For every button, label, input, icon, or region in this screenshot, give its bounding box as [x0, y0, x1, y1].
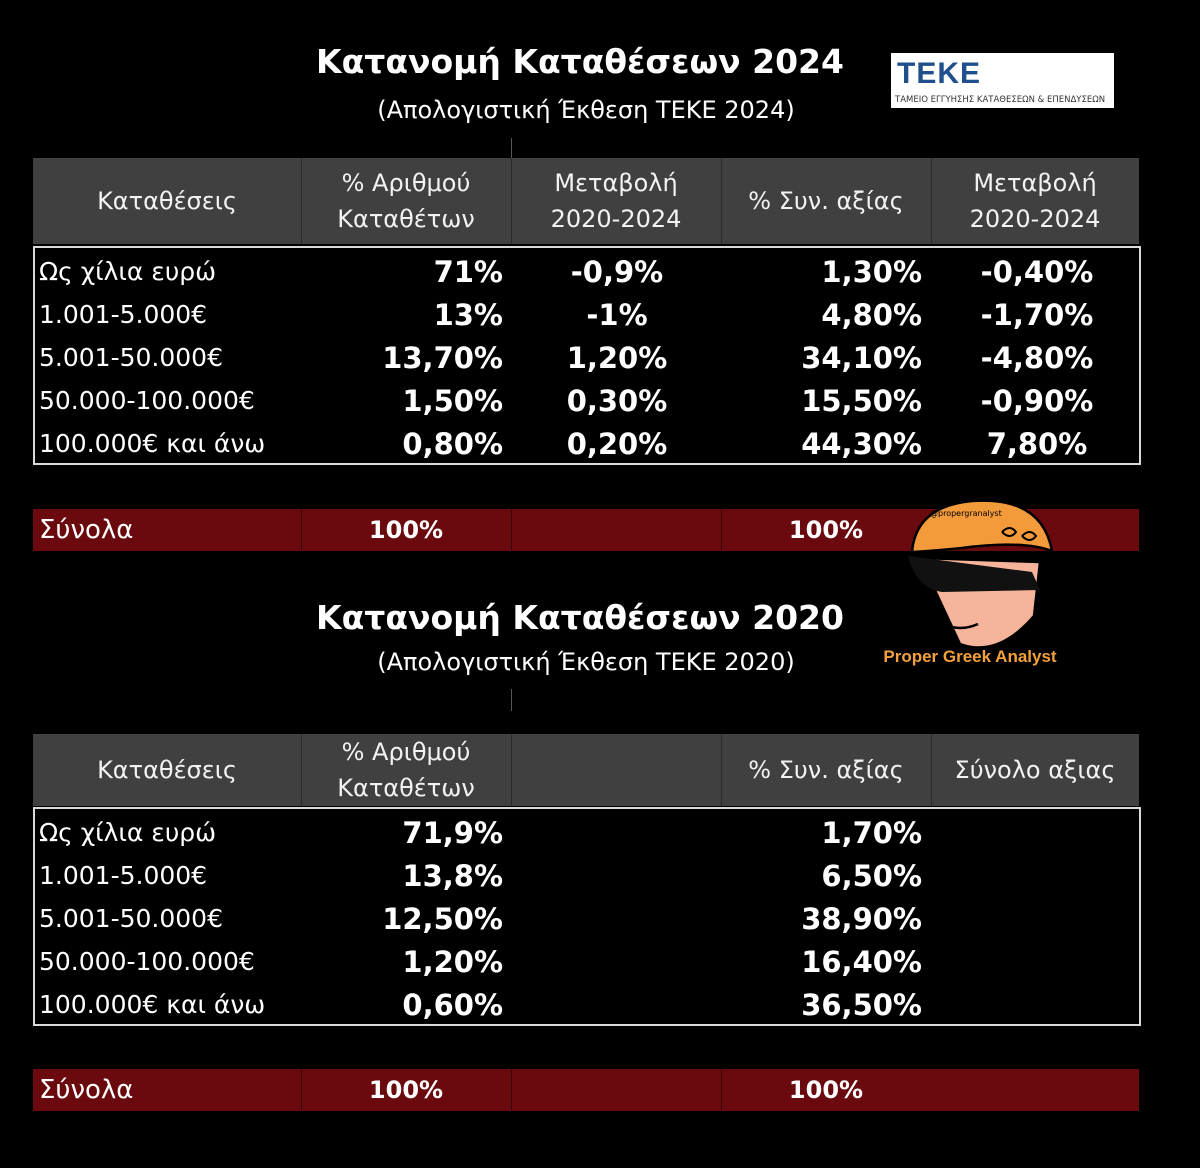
table-2020-header — [33, 734, 1139, 806]
row-count-pct: 12,50% — [382, 902, 503, 936]
table-row — [35, 940, 1139, 984]
logo-text: TEKE — [897, 57, 982, 90]
header-total-value: Σύνολο αξιας — [954, 756, 1116, 784]
row-value-pct: 38,90% — [801, 902, 922, 936]
row-value-pct: 6,50% — [821, 859, 922, 893]
totals-value: 100% — [788, 1076, 864, 1104]
row-value-pct: 15,50% — [801, 384, 922, 418]
title-2020: Κατανομή Καταθέσεων 2020 — [316, 598, 844, 637]
row-value-pct: 16,40% — [801, 945, 922, 979]
row-value-pct: 36,50% — [801, 988, 922, 1022]
header-deposits: Καταθέσεις — [97, 187, 237, 215]
row-count-pct: 1,50% — [402, 384, 503, 418]
row-count-pct: 1,20% — [402, 945, 503, 979]
row-count-pct: 0,60% — [402, 988, 503, 1022]
header-value-pct: % Συν. αξίας — [748, 187, 904, 215]
table-2024-header — [33, 158, 1139, 244]
table-row — [35, 379, 1139, 423]
totals-row-2020 — [33, 1069, 1139, 1111]
logo-subtext: ΤΑΜΕΙΟ ΕΓΓΥΗΣΗΣ ΚΑΤΑΘΕΣΕΩΝ & ΕΠΕΝΔΥΣΕΩΝ — [895, 95, 1106, 105]
subtitle-2024: (Απολογιστική Έκθεση ΤΕΚΕ 2024) — [377, 96, 795, 124]
row-value-pct: 44,30% — [801, 427, 922, 461]
row-value-change: -0,40% — [980, 255, 1094, 289]
row-count-change: 0,20% — [566, 427, 668, 461]
row-value-change: 7,80% — [986, 427, 1088, 461]
row-count-change: -0,9% — [570, 255, 664, 289]
row-count-change: -1% — [586, 298, 648, 332]
row-value-pct: 1,30% — [821, 255, 922, 289]
header-value-pct: % Συν. αξίας — [748, 756, 904, 784]
table-row — [35, 983, 1139, 1027]
table-row — [35, 293, 1139, 337]
row-count-pct: 71% — [433, 255, 503, 289]
header-count-pct — [301, 158, 511, 244]
header-count-pct-line1: % Αριθμού — [341, 169, 471, 197]
totals-label: Σύνολα — [39, 1075, 134, 1105]
row-count-change: 0,30% — [566, 384, 668, 418]
row-label: 1.001-5.000€ — [39, 861, 208, 890]
header-separator — [511, 734, 512, 806]
totals-count: 100% — [368, 516, 444, 544]
row-value-change: -0,90% — [980, 384, 1094, 418]
row-label: Ως χίλια ευρώ — [39, 257, 217, 286]
mascot-cap-text: @propergranalyst — [930, 509, 1002, 518]
row-count-pct: 13,70% — [382, 341, 503, 375]
header-count-pct-line1: % Αριθμού — [341, 738, 471, 766]
row-count-pct: 0,80% — [402, 427, 503, 461]
divider-tick — [511, 138, 512, 160]
row-value-pct: 4,80% — [821, 298, 922, 332]
row-value-change: -4,80% — [980, 341, 1094, 375]
header-count-change — [511, 158, 721, 244]
table-row — [35, 422, 1139, 466]
table-2020-body — [33, 807, 1141, 1026]
row-count-pct: 13% — [433, 298, 503, 332]
header-count-pct-line2: Καταθέτων — [337, 774, 475, 802]
row-label: Ως χίλια ευρώ — [39, 818, 217, 847]
totals-label: Σύνολα — [39, 515, 134, 545]
subtitle-2020: (Απολογιστική Έκθεση ΤΕΚΕ 2020) — [377, 648, 795, 676]
table-row — [35, 854, 1139, 898]
teke-logo — [891, 53, 1114, 108]
header-count-pct — [301, 734, 511, 806]
title-2024: Κατανομή Καταθέσεων 2024 — [316, 42, 844, 81]
table-row — [35, 811, 1139, 855]
table-row — [35, 897, 1139, 941]
row-count-change: 1,20% — [566, 341, 668, 375]
header-count-change-line2: 2020-2024 — [550, 205, 682, 233]
header-value-change-line2: 2020-2024 — [969, 205, 1101, 233]
row-value-change: -1,70% — [980, 298, 1094, 332]
header-value-change — [931, 158, 1139, 244]
table-row — [35, 250, 1139, 294]
table-2024-body — [33, 246, 1141, 465]
totals-value: 100% — [788, 516, 864, 544]
row-count-pct: 71,9% — [402, 816, 503, 850]
row-label: 100.000€ και άνω — [39, 429, 266, 458]
header-deposits: Καταθέσεις — [97, 756, 237, 784]
row-label: 5.001-50.000€ — [39, 904, 223, 933]
row-count-pct: 13,8% — [402, 859, 503, 893]
row-label: 100.000€ και άνω — [39, 990, 266, 1019]
header-count-pct-line2: Καταθέτων — [337, 205, 475, 233]
totals-separator — [511, 1069, 512, 1111]
row-label: 50.000-100.000€ — [39, 386, 255, 415]
row-value-pct: 34,10% — [801, 341, 922, 375]
header-count-change-line1: Μεταβολή — [554, 169, 678, 197]
totals-separator — [511, 509, 512, 551]
row-label: 5.001-50.000€ — [39, 343, 223, 372]
totals-count: 100% — [368, 1076, 444, 1104]
row-label: 50.000-100.000€ — [39, 947, 255, 976]
row-value-pct: 1,70% — [821, 816, 922, 850]
header-value-change-line1: Μεταβολή — [973, 169, 1097, 197]
mascot-name: Proper Greek Analyst — [883, 647, 1057, 666]
table-row — [35, 336, 1139, 380]
divider-tick — [511, 689, 512, 711]
row-label: 1.001-5.000€ — [39, 300, 208, 329]
